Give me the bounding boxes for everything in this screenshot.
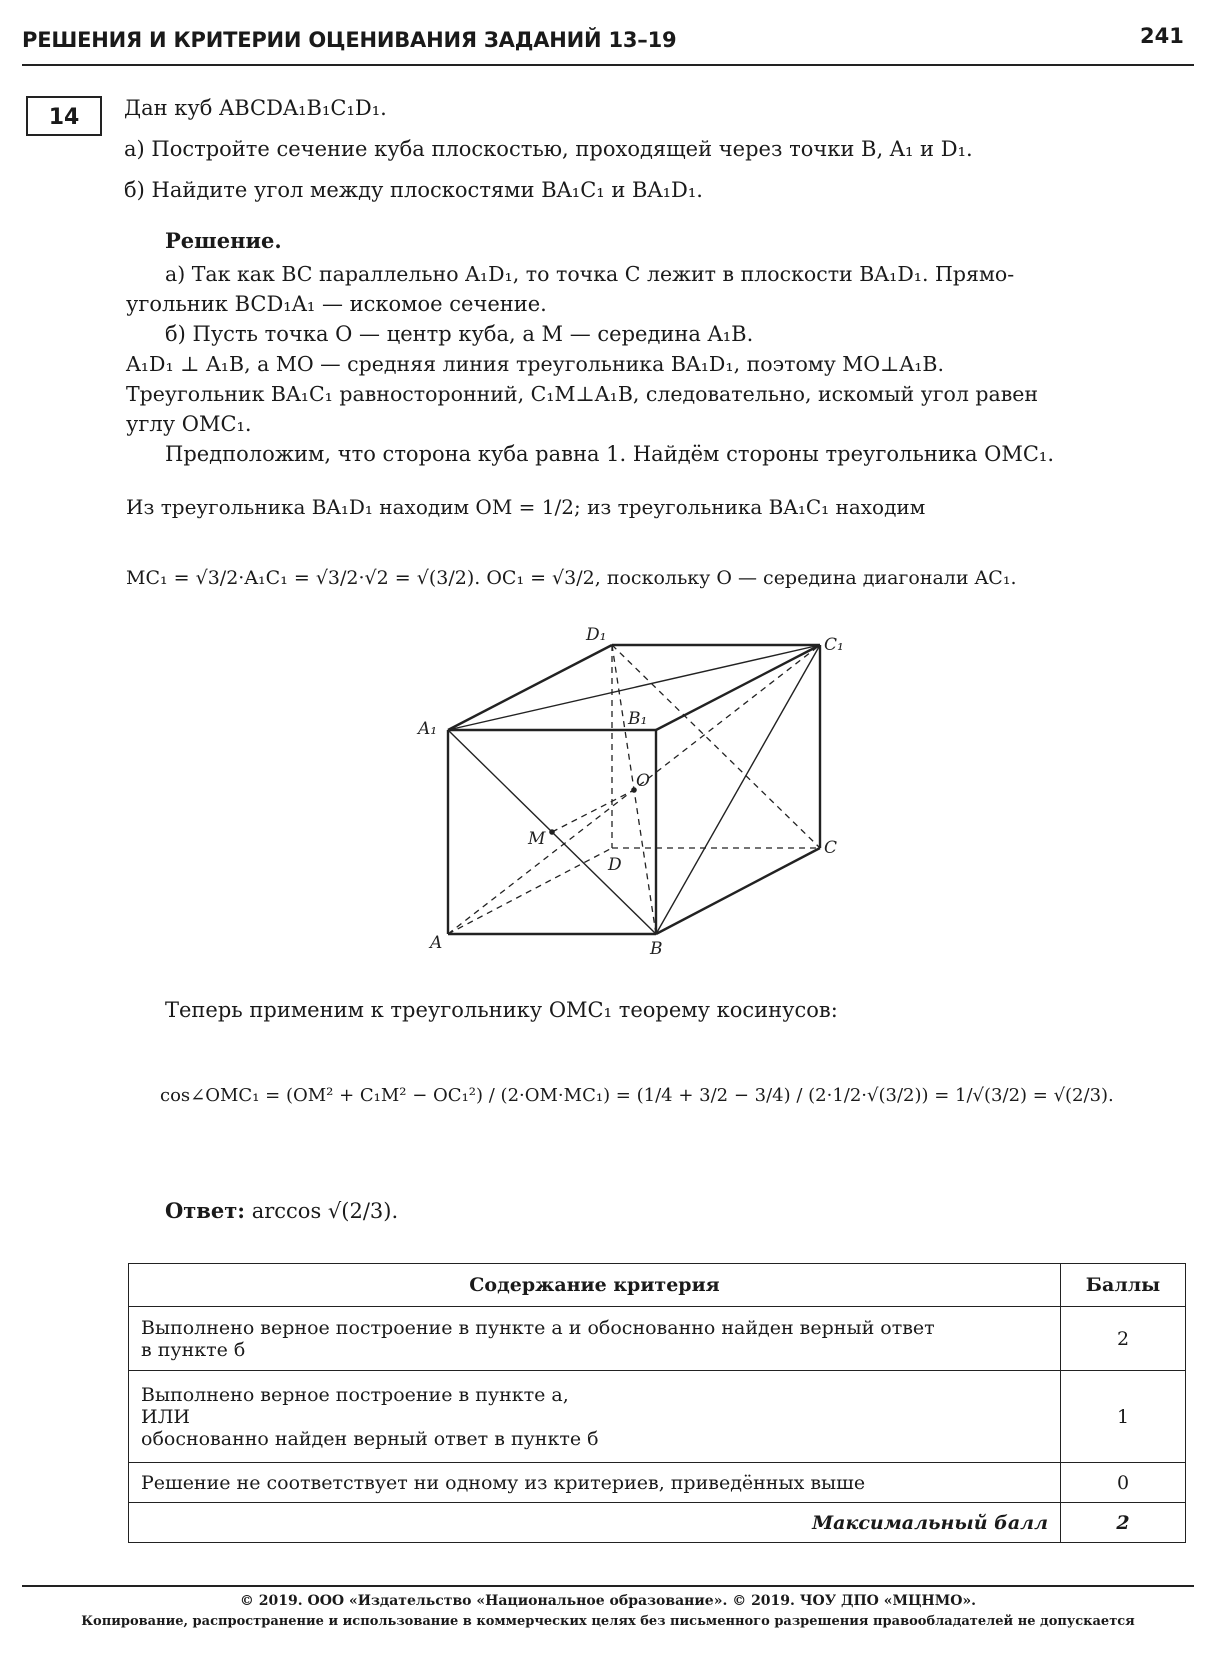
table-row (129, 1503, 1186, 1543)
table-row (129, 1463, 1186, 1503)
solution-line: а) Так как BC параллельно A₁D₁, то точка C лежит в плоскости BA₁D₁. Прямо- (165, 262, 1015, 286)
cosine-formula: cos∠OMC₁ = (OM² + C₁M² − OC₁²) / (2·OM·MC₁) = (1/4 + 3/2 − 3/4) / (2·1/2·√(3/2)) = 1/√(3/2) = √(2/3). (160, 1085, 1114, 1106)
criteria-text: обоснованно найден верный ответ в пункте б (141, 1427, 599, 1450)
header-divider (22, 64, 1194, 66)
page-number: 241 (1140, 24, 1184, 48)
criteria-text: в пункте б (141, 1338, 246, 1361)
footer-divider (22, 1585, 1194, 1587)
solution-line: углу OMC₁. (126, 412, 252, 436)
answer-label: Ответ: (165, 1198, 246, 1223)
label-m: M (528, 829, 546, 849)
criteria-header: Содержание критерия (129, 1264, 1061, 1307)
criteria-text: Выполнено верное построение в пункте а и обоснованно найден верный ответ (141, 1316, 935, 1339)
criteria-text: ИЛИ (141, 1405, 190, 1428)
label-c1: C₁ (824, 635, 844, 655)
task-part-a: а) Постройте сечение куба плоскостью, проходящей через точки B, A₁ и D₁. (124, 137, 973, 161)
score-cell: 1 (1061, 1371, 1186, 1463)
cosine-intro: Теперь применим к треугольнику OMC₁ теорему косинусов: (165, 998, 838, 1022)
page-header-title: РЕШЕНИЯ И КРИТЕРИИ ОЦЕНИВАНИЯ ЗАДАНИЙ 13–19 (22, 28, 677, 52)
footer-copyright: © 2019. ООО «Издательство «Национальное образование». © 2019. ЧОУ ДПО «МЦНМО». (239, 1593, 977, 1609)
label-d: D (608, 855, 622, 875)
max-score-value: 2 (1061, 1503, 1186, 1543)
solution-heading: Решение. (165, 228, 282, 253)
task-part-b: б) Найдите угол между плоскостями BA₁C₁ и BA₁D₁. (124, 178, 703, 202)
solution-line: Треугольник BA₁C₁ равносторонний, C₁M⊥A₁B, следовательно, искомый угол равен (126, 382, 1039, 406)
score-cell: 0 (1061, 1463, 1186, 1503)
label-o: O (636, 771, 650, 791)
label-b: B (650, 939, 663, 959)
criteria-cell (129, 1307, 1061, 1371)
criteria-text: Выполнено верное построение в пункте а, (141, 1383, 569, 1406)
solution-line: A₁D₁ ⊥ A₁B, а MO — средняя линия треугольника BA₁D₁, поэтому MO⊥A₁B. (126, 352, 944, 376)
point-m (549, 829, 555, 835)
criteria-text: Решение не соответствует ни одному из критериев, приведённых выше (129, 1463, 1061, 1503)
om-line: Из треугольника BA₁D₁ находим OM = 1/2; из треугольника BA₁C₁ находим (126, 495, 926, 519)
label-a1: A₁ (418, 719, 438, 739)
label-b1: B₁ (628, 709, 648, 729)
task-number-box: 14 (26, 96, 102, 136)
label-a: A (430, 933, 443, 953)
cube-figure (400, 620, 860, 960)
table-row (129, 1307, 1186, 1371)
score-cell: 2 (1061, 1307, 1186, 1371)
edge-a1d1 (448, 645, 612, 730)
answer-value: arccos √(2/3). (251, 1199, 399, 1223)
task-statement: Дан куб ABCDA₁B₁C₁D₁. (124, 96, 387, 120)
hidden-edge-ad (448, 848, 612, 934)
label-d1: D₁ (586, 625, 607, 645)
label-c: C (824, 838, 838, 858)
criteria-table (128, 1263, 1186, 1543)
table-row (129, 1371, 1186, 1463)
table-header-row (129, 1264, 1186, 1307)
criteria-cell (129, 1371, 1061, 1463)
footer-notice: Копирование, распространение и использование в коммерческих целях без письменного разрешения правообладателей не допускается (81, 1614, 1135, 1629)
hidden-diagonal-d1c (612, 645, 820, 848)
max-score-label: Максимальный балл (129, 1503, 1061, 1543)
solution-line: угольник BCD₁A₁ — искомое сечение. (126, 292, 547, 316)
mc-line: MC₁ = √3/2·A₁C₁ = √3/2·√2 = √(3/2). OC₁ = √3/2, поскольку O — середина диагонали AC₁. (126, 567, 1017, 589)
solution-line: Предположим, что сторона куба равна 1. Найдём стороны треугольника OMC₁. (165, 442, 1055, 466)
hidden-segment-mo (552, 790, 634, 832)
score-header: Баллы (1061, 1264, 1186, 1307)
solution-line: б) Пусть точка O — центр куба, а M — середина A₁B. (165, 322, 754, 346)
